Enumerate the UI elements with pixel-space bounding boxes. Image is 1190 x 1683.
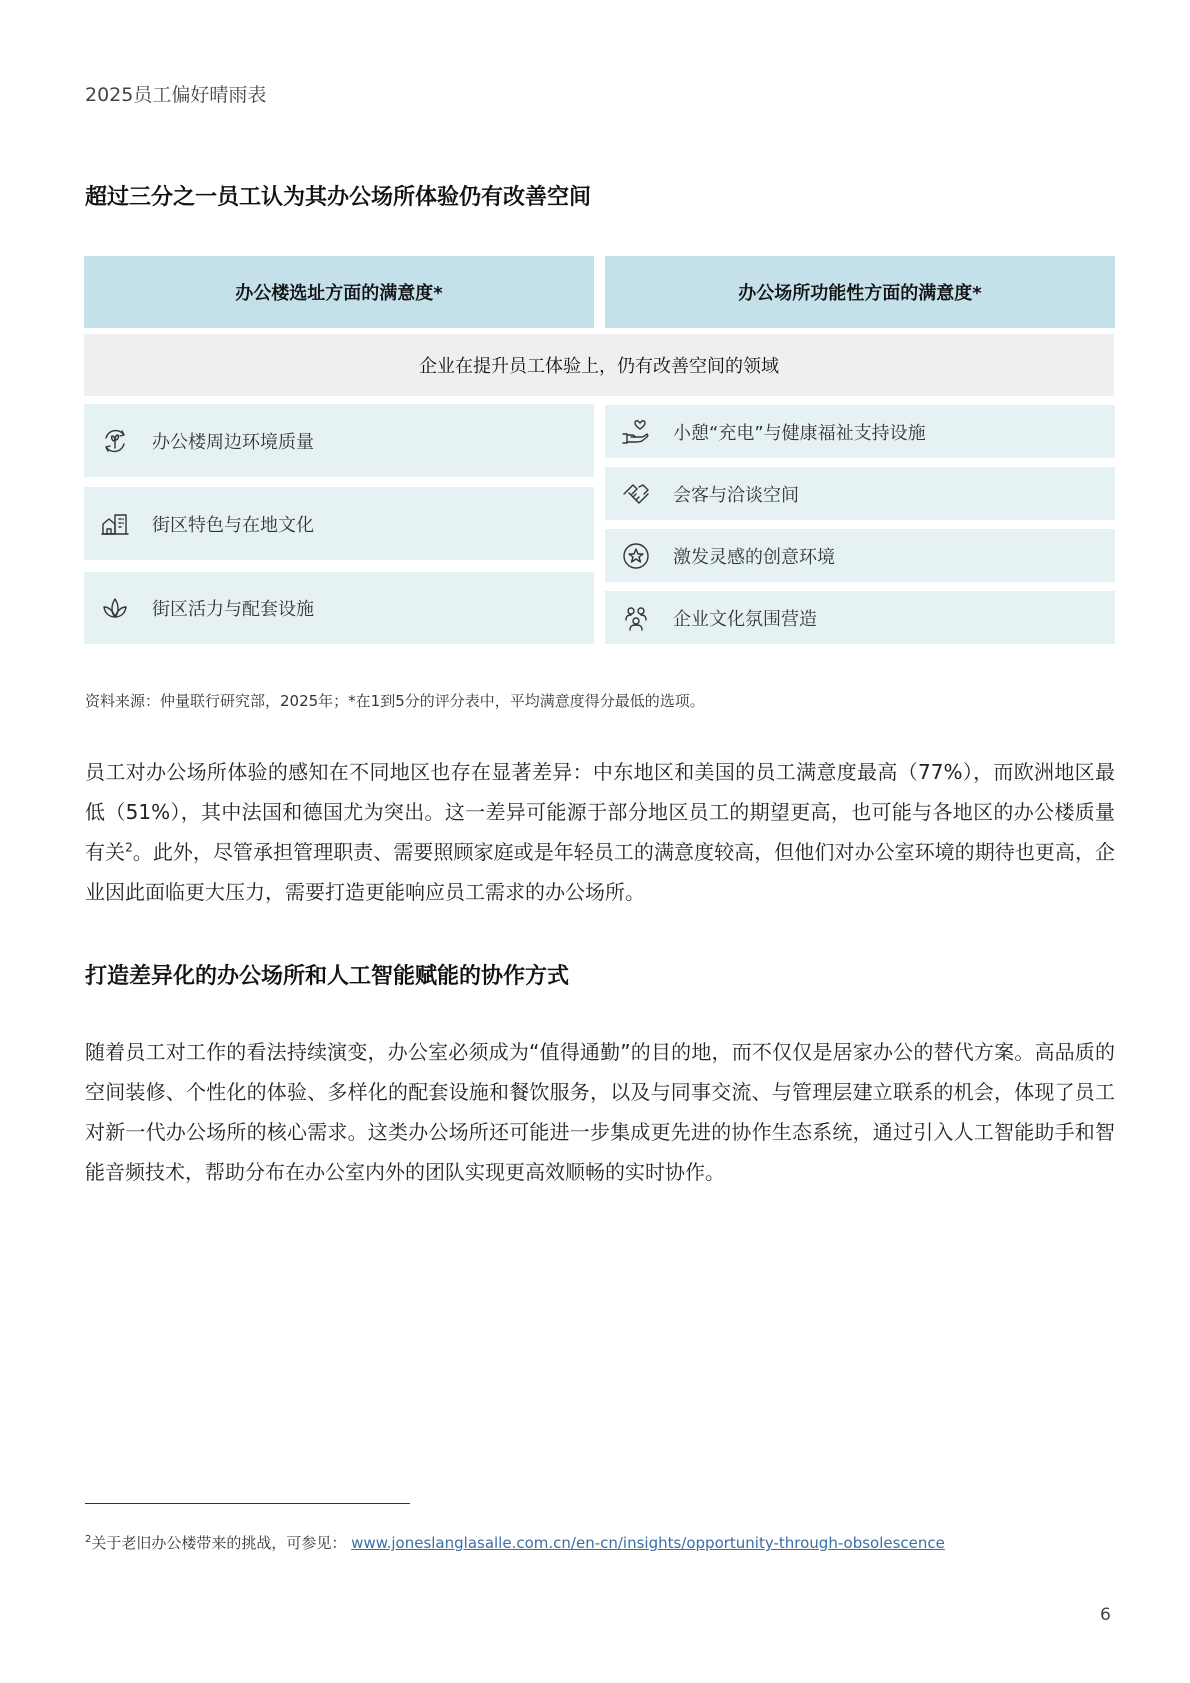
right-item-label: 会客与洽谈空间 xyxy=(673,484,799,506)
left-item-label: 办公楼周边环境质量 xyxy=(152,431,314,453)
plant-cycle-icon xyxy=(98,424,132,458)
running-header: 2025员工偏好晴雨表 xyxy=(85,84,267,106)
buildings-icon xyxy=(98,507,132,541)
footnote: $^2$关于老旧办公楼带来的挑战，可参见： www.joneslanglasalle.com.cn/en-cn/insights/opportunity-through-obsolescence xyxy=(85,1534,945,1552)
column-header-functionality: 办公场所功能性方面的满意度* xyxy=(605,256,1115,328)
page-number: 6 xyxy=(1100,1605,1111,1625)
right-item-label: 企业文化氛围营造 xyxy=(673,608,817,630)
table-row xyxy=(605,529,1115,582)
hand-heart-icon xyxy=(619,415,653,449)
table-row xyxy=(84,487,594,560)
right-item-label: 小憩“充电”与健康福祉支持设施 xyxy=(673,422,926,444)
table-row xyxy=(605,591,1115,644)
table-row xyxy=(605,467,1115,520)
left-item-label: 街区特色与在地文化 xyxy=(152,514,314,536)
people-group-icon xyxy=(619,601,653,635)
source-note: 资料来源：仲量联行研究部，2025年；*在1到5分的评分表中，平均满意度得分最低的选项。 xyxy=(85,692,705,710)
body-paragraph: 随着员工对工作的看法持续演变，办公室必须成为“值得通勤”的目的地，而不仅仅是居家办公的替代方案。高品质的空间装修、个性化的体验、多样化的配套设施和餐饮服务，以及与同事交流、与管理层建立联系的机会，体现了员工对新一代办公场所的核心需求。这类办公场所还可能进一步集成更先进的协作生态系统，通过引入人工智能助手和智能音频技术，帮助分布在办公室内外的团队实现更高效顺畅的实时协作。 xyxy=(85,1040,1115,1184)
right-item-label: 激发灵感的创意环境 xyxy=(673,546,835,568)
footnote-link[interactable]: www.joneslanglasalle.com.cn/en-cn/insights/opportunity-through-obsolescence xyxy=(351,1534,945,1552)
left-item-label: 街区活力与配套设施 xyxy=(152,599,314,620)
table-row xyxy=(605,405,1115,458)
footnote-divider xyxy=(85,1503,410,1504)
section-heading-improvement: 超过三分之一员工认为其办公场所体验仍有改善空间 xyxy=(85,185,592,210)
table-subheader: 企业在提升员工体验上，仍有改善空间的领域 xyxy=(84,334,1114,396)
lotus-icon xyxy=(98,591,132,625)
body-paragraph: 员工对办公场所体验的感知在不同地区也存在显著差异：中东地区和美国的员工满意度最高（77%），而欧洲地区最低（51%），其中法国和德国尤为突出。这一差异可能源于部分地区员工的期望更高，也可能与各地区的办公楼质量有关$^2$。此外，尽管承担管理职责、需要照顾家庭或是年轻员工的满意度较高，但他们对办公室环境的期待也更高，企业因此面临更大压力，需要打造更能响应员工需求的办公场所。 xyxy=(85,760,1116,904)
star-circle-icon xyxy=(619,539,653,573)
table-row xyxy=(84,404,594,477)
section-heading-differentiated: 打造差异化的办公场所和人工智能赋能的协作方式 xyxy=(85,964,570,989)
footnote-ref: 2 xyxy=(125,840,133,855)
column-header-location: 办公楼选址方面的满意度* xyxy=(84,256,594,328)
table-row xyxy=(84,572,594,644)
handshake-icon xyxy=(619,477,653,511)
